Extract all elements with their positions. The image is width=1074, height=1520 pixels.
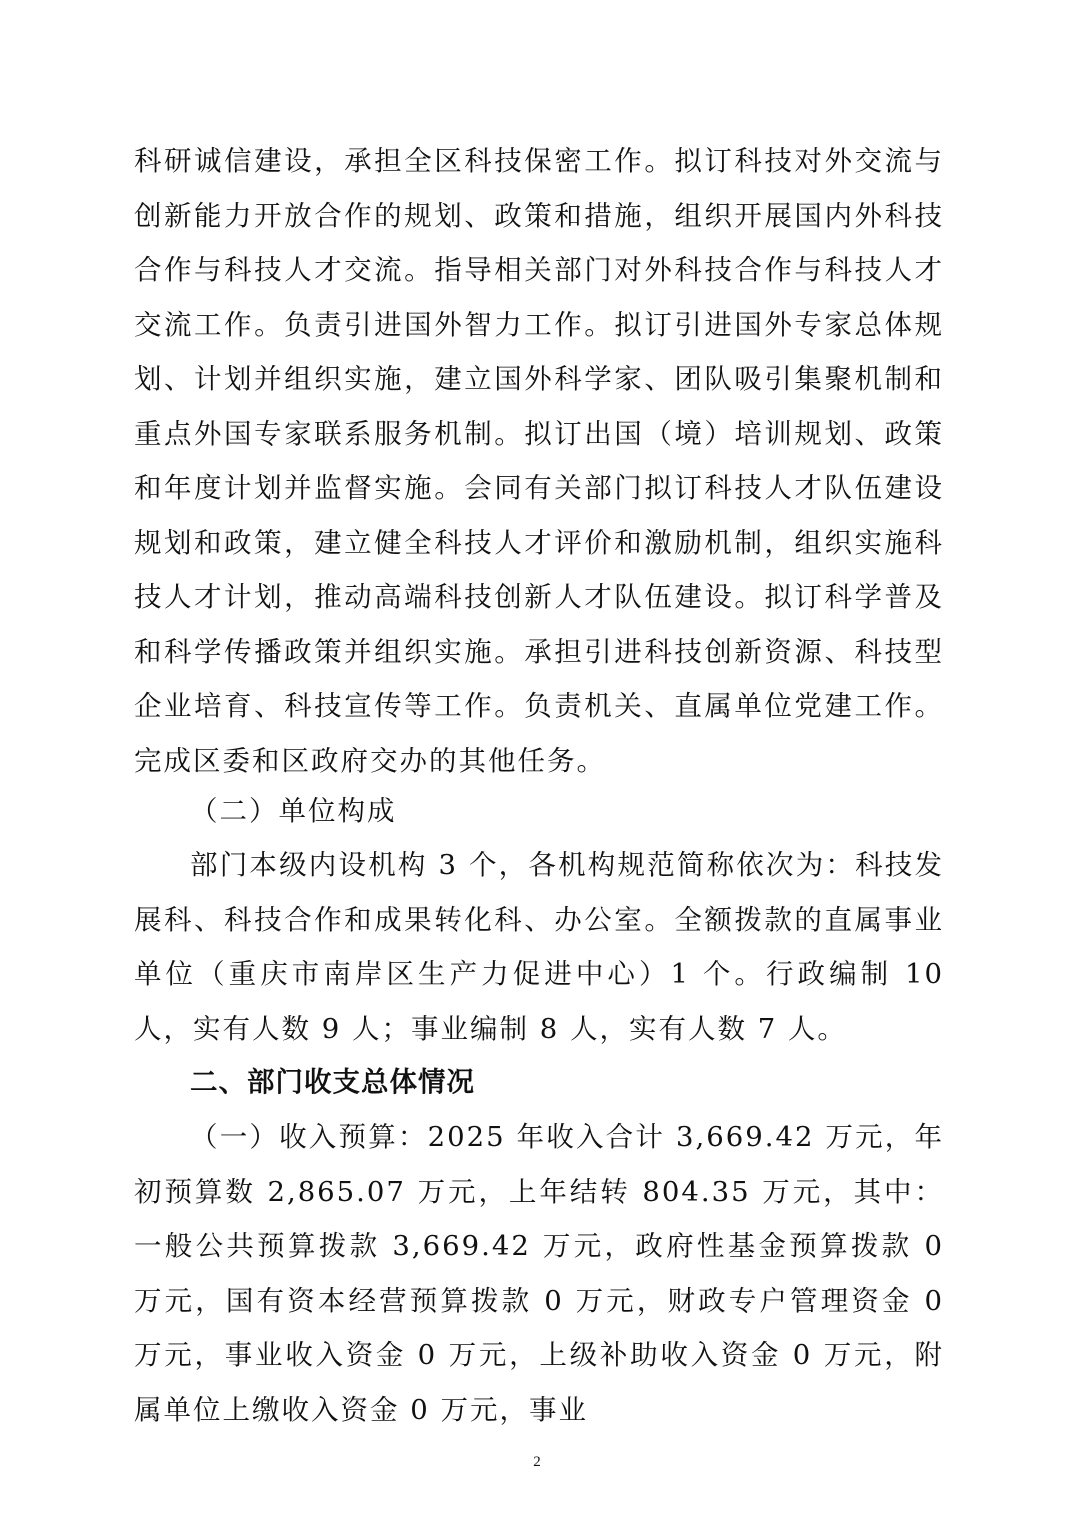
subheading-units: （二）单位构成 xyxy=(190,795,397,827)
paragraph-income: （一）收入预算：2025 年收入合计 3,669.42 万元，年初预算数 2,865.07 万元，上年结转 804.35 万元，其中：一般公共预算拨款 3,669.42 万元，政府性基金预算拨款 0 万元，国有资本经营预算拨款 0 万元，财政专户管理资金 0 万元，事业收入资金 0 万元，上级补助收入资金 0 万元，附属单位上缴收入资金 0 万元，事业 xyxy=(134,1121,944,1426)
heading-section-2: 二、部门收支总体情况 xyxy=(190,1066,475,1098)
paragraph-functions-continued: 科研诚信建设，承担全区科技保密工作。拟订科技对外交流与创新能力开放合作的规划、政策和措施，组织开展国内外科技合作与科技人才交流。指导相关部门对外科技合作与科技人才交流工作。负责引进国外智力工作。拟订引进国外专家总体规划、计划并组织实施，建立国外科学家、团队吸引集聚机制和重点外国专家联系服务机制。拟订出国（境）培训规划、政策和年度计划并监督实施。会同有关部门拟订科技人才队伍建设规划和政策，建立健全科技人才评价和激励机制，组织实施科技人才计划，推动高端科技创新人才队伍建设。拟订科学普及和科学传播政策并组织实施。承担引进科技创新资源、科技型企业培育、科技宣传等工作。负责机关、直属单位党建工作。完成区委和区政府交办的其他任务。 xyxy=(134,145,944,777)
page-number: 2 xyxy=(533,1454,541,1470)
paragraph-units: 部门本级内设机构 3 个，各机构规范简称依次为：科技发展科、科技合作和成果转化科、办公室。全额拨款的直属事业单位（重庆市南岸区生产力促进中心）1 个。行政编制 10 人，实有人数 9 人；事业编制 8 人，实有人数 7 人。 xyxy=(134,849,944,1045)
